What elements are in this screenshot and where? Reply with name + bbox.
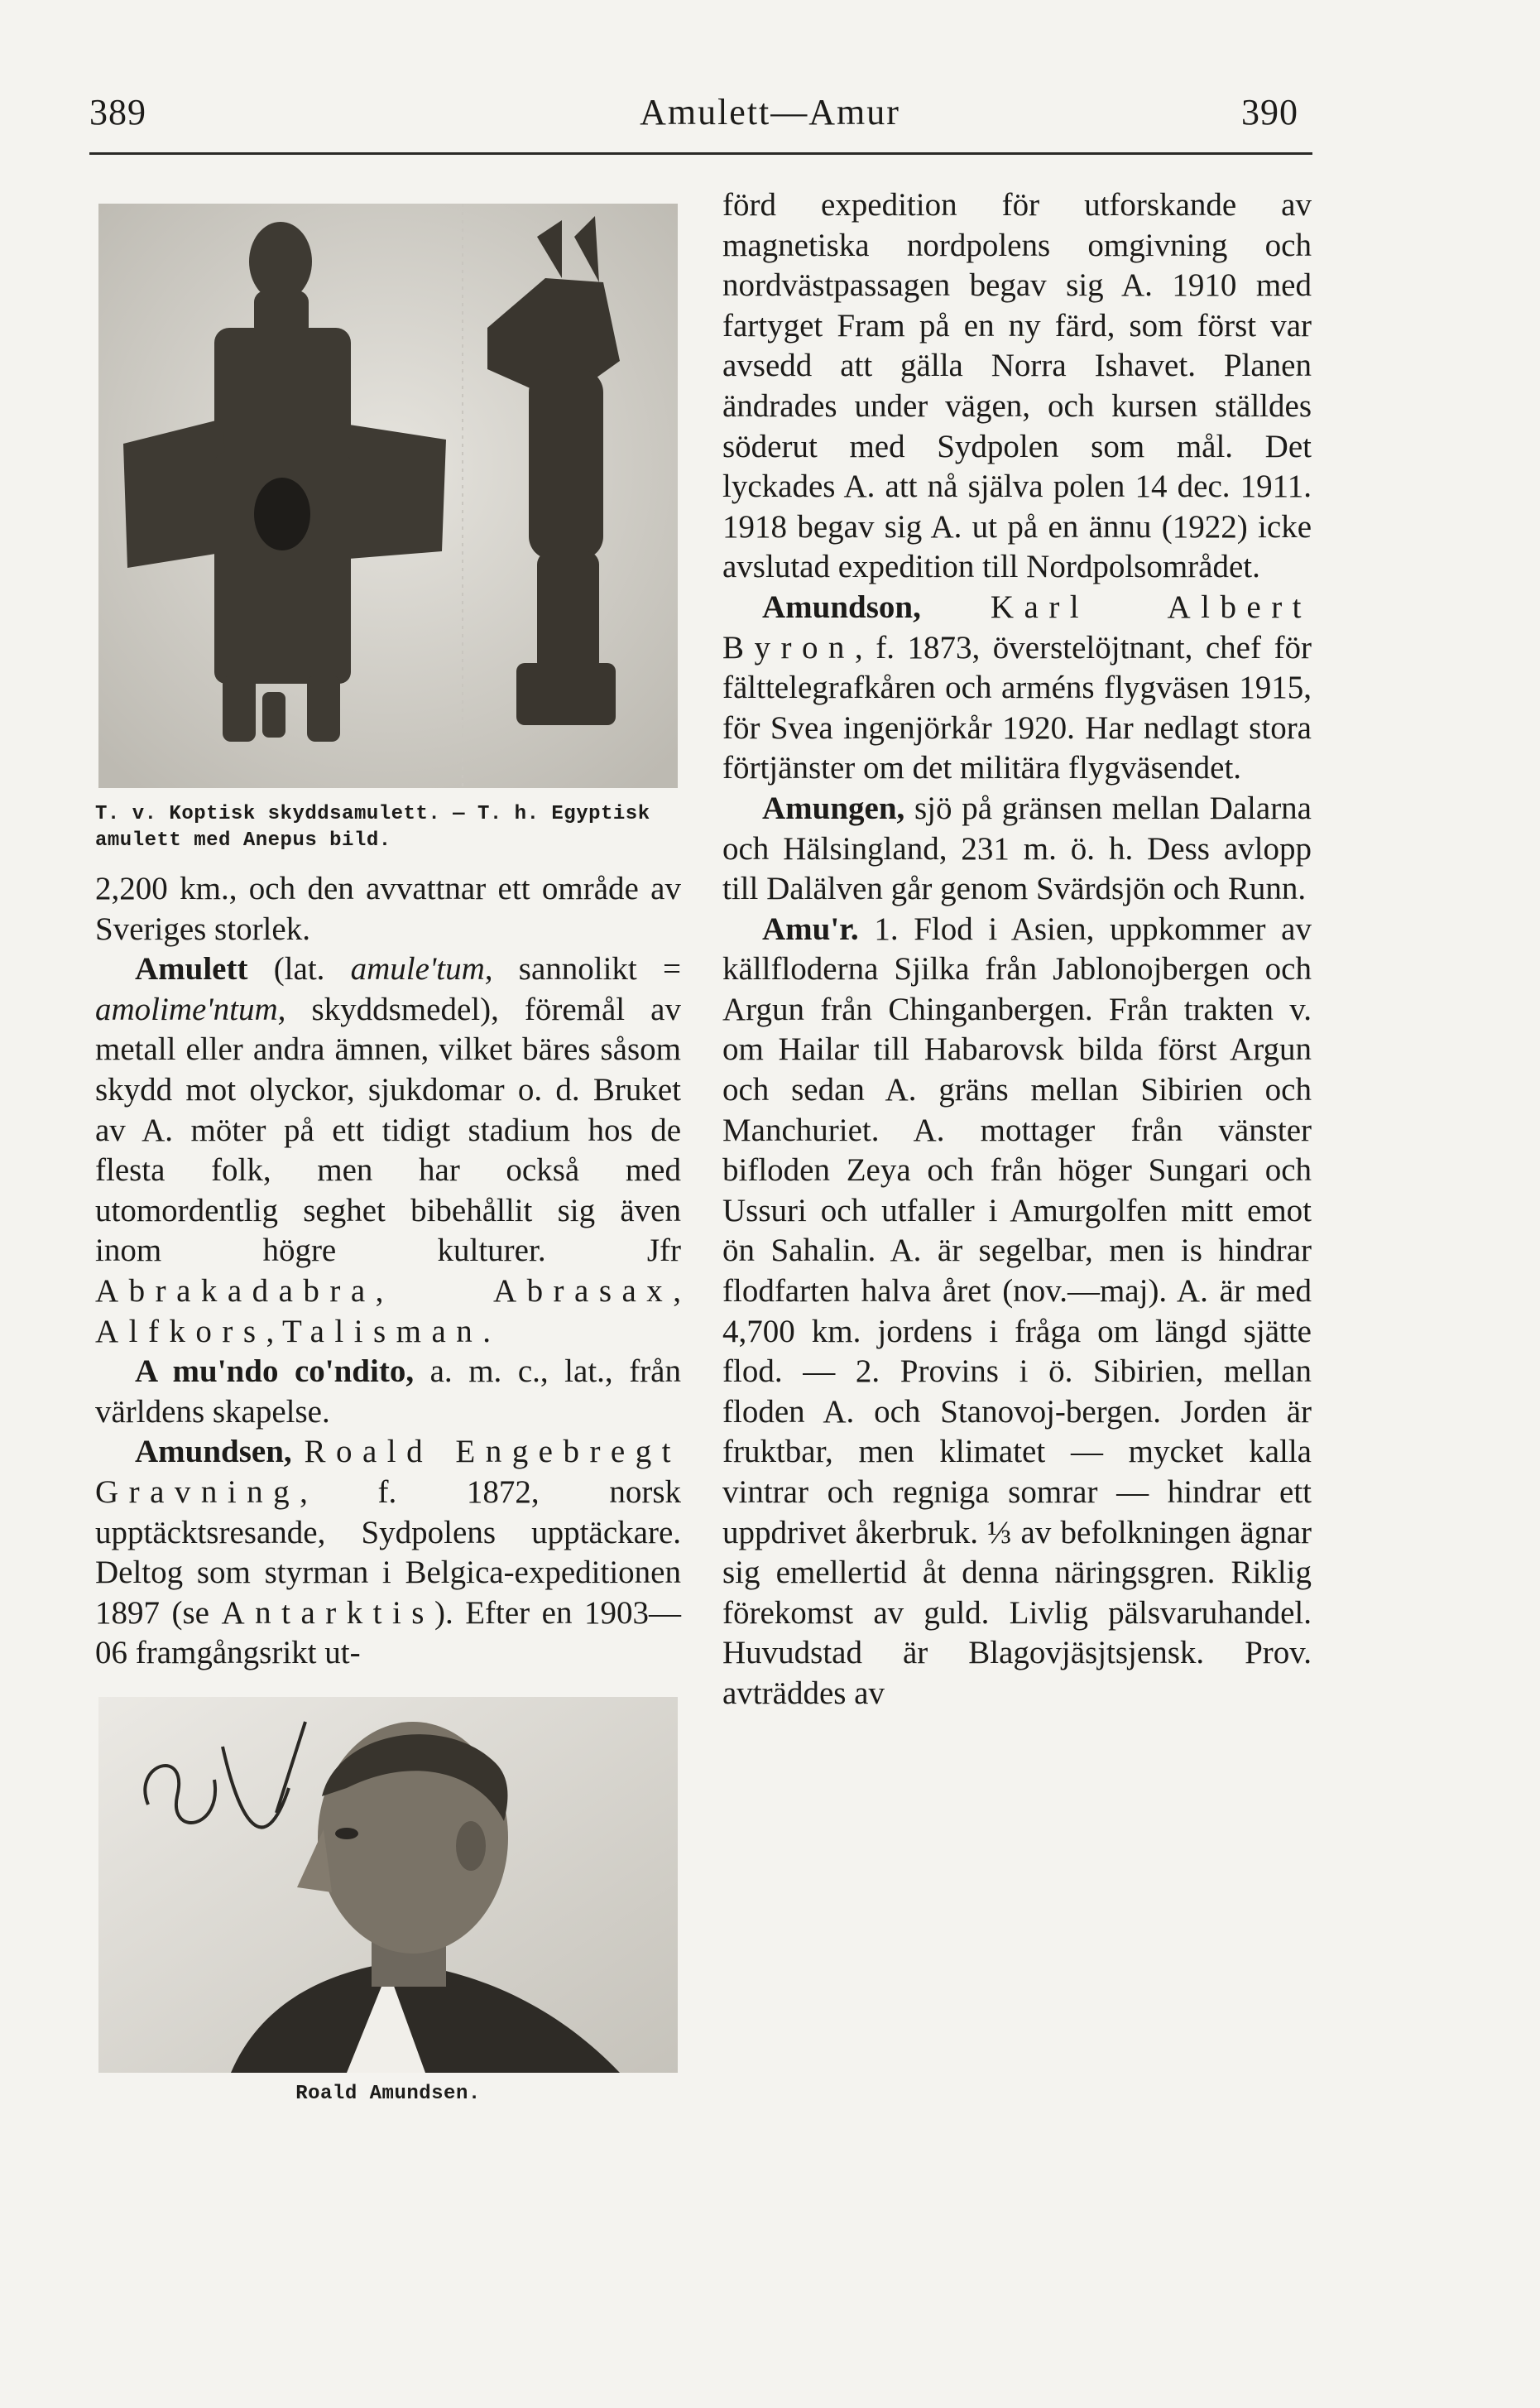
cross-reference: Antarktis (221, 1594, 434, 1631)
headword-amur: Amu'r. (762, 911, 859, 947)
left-column (95, 185, 681, 2108)
spaced-name: Karl Albert Byron (722, 589, 1312, 666)
headword-amulett: Amulett (135, 951, 248, 988)
figure-caption-amulets: T. v. Koptisk skyddsamulett. — T. h. Egyptisk amulett med Anepus bild. (95, 803, 650, 852)
entry-amur (722, 910, 1312, 1714)
entry-text: , (673, 1272, 681, 1309)
entry-text: skyddsmedel), föremål av metall eller andra ämnen, vilket bäres såsom skydd mot olyckor, sjukdomar o. d. Bruket av A. möter på ett tidigt stadium hos de flesta folk, men har också med utomordentlig seghet bibehållit sig även inom högre kulturer. Jfr (95, 991, 681, 1269)
cross-reference: Abrasax (492, 1272, 674, 1309)
cross-reference: Alfkors (95, 1313, 266, 1349)
entry-text: , f. 1873, överstelöjtnant, chef för fälttelegrafkåren och arméns flygväsen 1915, för Svea ingenjörkår 1920. Har nedlagt stora förtjänster om det militära flygväsendet. (722, 629, 1312, 786)
entry-text: sjö på gränsen mellan Dalarna och Hälsingland, 231 m. ö. h. Dess avlopp till Dalälven går genom Svärdsjön och Runn. (722, 790, 1312, 907)
continuation-paragraph: förd expedition för utforskande av magnetiska nordpolens omgivning och nordvästpassagen begav sig A. 1910 med fartyget Fram på en ny färd, som först var avsedd att gälla Norra Ishavet. Planen ändrades under vägen, och kursen ställdes söderut med Sydpolen som mål. Det lyckades A. att nå själva polen 14 dec. 1911. 1918 begav sig A. ut på en ännu (1922) icke avslutad expedition till Nordpolsområdet. (722, 187, 1312, 585)
entry-text (921, 589, 991, 625)
entry-text (292, 1434, 305, 1469)
entry-text: . (482, 1313, 492, 1349)
right-column (722, 185, 1312, 1714)
entry-text: a. m. c., lat., från världens skapelse. (95, 1353, 681, 1430)
entry-text: (lat. (247, 951, 351, 988)
entry-amundsen (95, 1432, 681, 1674)
amundsen-portrait-photo (98, 1697, 678, 2073)
headword-amundson: Amundson, (762, 589, 921, 625)
entry-a-mundo-condito (95, 1352, 681, 1432)
spaced-name: Roald Engebregt Gravning (95, 1434, 681, 1510)
etymology-latin: amolime'ntum, (95, 991, 286, 1027)
cross-reference: Talisman (282, 1313, 483, 1349)
continuation-paragraph: 2,200 km., och den avvattnar ett område av Sveriges storlek. (95, 871, 681, 947)
entry-amundson (722, 588, 1312, 789)
headword-amungen: Amungen, (762, 790, 905, 826)
entry-amulett (95, 949, 681, 1352)
entry-text: , f. 1872, norsk upptäcktsresande, Sydpolens upptäckare. Deltog som styrman i Belgica-expeditionen 1897 (se (95, 1473, 681, 1631)
entry-amungen (722, 789, 1312, 910)
amulets-illustration (98, 204, 678, 788)
headword-amundsen: Amundsen, (135, 1434, 292, 1470)
portrait-illustration (98, 1697, 678, 2073)
cross-reference: Abrakadabra (95, 1272, 376, 1309)
entry-text: sannolikt = (492, 951, 681, 988)
headword-a-mundo-condito: A mu'ndo co'ndito, (135, 1353, 415, 1390)
amulets-photo (98, 204, 678, 788)
page-number-left: 389 (89, 92, 146, 132)
etymology-latin: amule'tum, (350, 951, 493, 988)
header-rule (89, 152, 1312, 155)
running-head: Amulett—Amur (640, 92, 900, 132)
entry-text: 1. Flod i Asien, uppkommer av källfloderna Sjilka från Jablonojbergen och Argun från Chinganbergen. Från trakten v. om Hailar till Habarovsk bilda först Argun och sedan A. gräns mellan Sibirien och Manchuriet. A. mottager från vänster bifloden Zeya och från höger Sungari och Ussuri och utfaller i Amurgolfen mitt emot ön Sahalin. A. är segelbar, men is hindrar flodfarten halva året (nov.—maj). A. är med 4,700 km. jordens i fråga om längd sjätte flod. — 2. Provins i ö. Sibirien, mellan floden A. och Stanovoj-bergen. Jorden är fruktbar, men klimatet — mycket kalla vintrar och regniga somrar — hindrar ett uppdrivet åkerbruk. ⅓ av befolkningen ägnar sig emellertid åt denna näringsgren. Riklig förekomst av guld. Livlig pälsvaruhandel. Huvudstad är Blagovjäsjtsjensk. Prov. avträddes av (722, 911, 1312, 1711)
entry-text: , (375, 1272, 493, 1309)
entry-text: ). Efter en 1903—06 framgångsrikt ut- (95, 1594, 681, 1671)
entry-text: , (266, 1313, 283, 1349)
page-number-right: 390 (1241, 92, 1298, 132)
figure-caption-portrait: Roald Amundsen. (295, 2082, 481, 2105)
